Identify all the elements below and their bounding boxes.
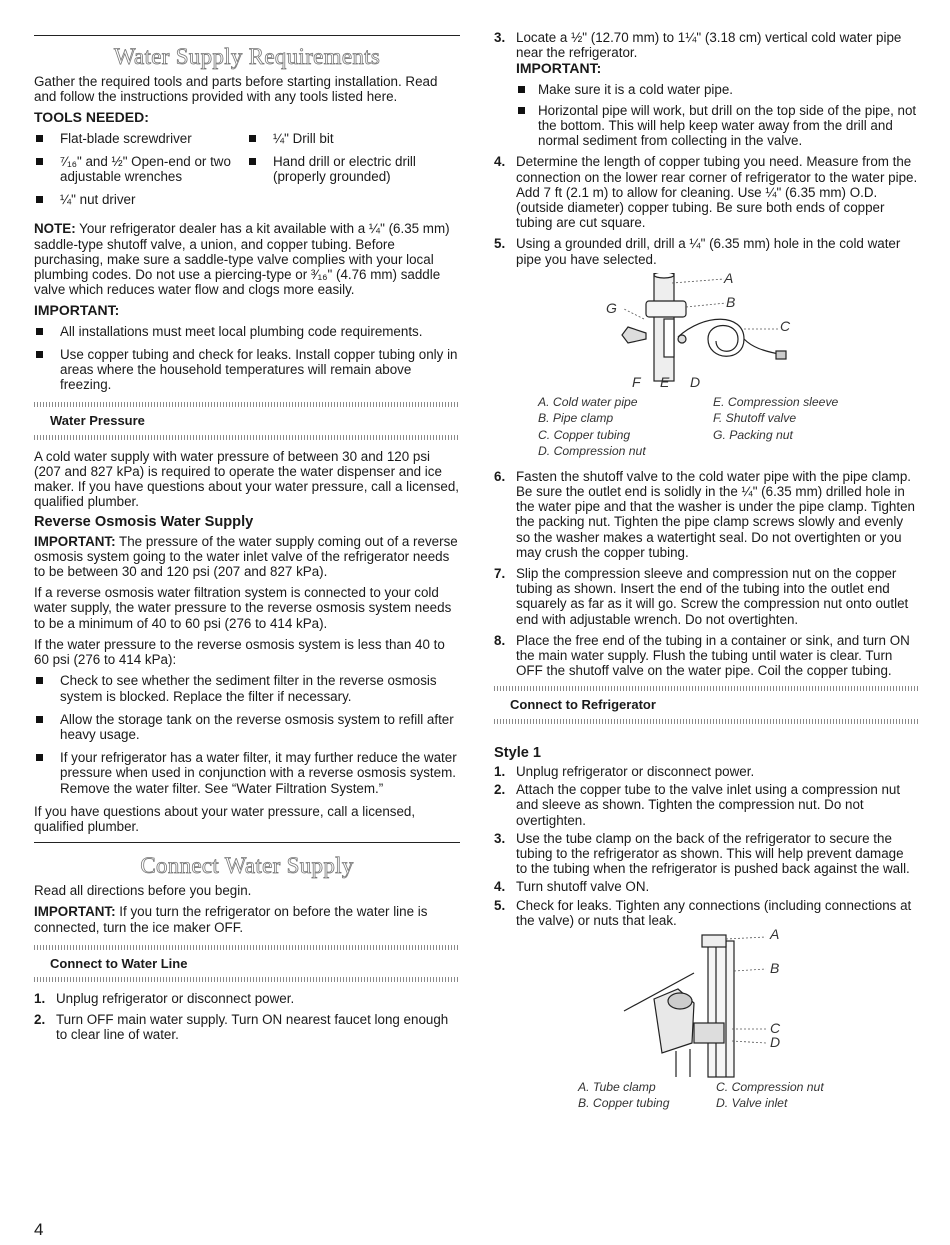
step-item (34, 991, 460, 1006)
fig2-label-d: D (770, 1033, 781, 1050)
list-item: Horizontal pipe will work, but drill on the top side of the pipe, not the bottom. This will help keep water away from the drill and normal sediment from collecting in the valve. (516, 103, 918, 149)
left-column (34, 30, 460, 1049)
caption: D. Valve inlet (716, 1096, 788, 1111)
ro-important (34, 534, 460, 580)
ro-closing: If you have questions about your water pressure, call a licensed, qualified plumber. (34, 803, 416, 834)
fig2-label-c: C (770, 1019, 781, 1036)
note-text: Your refrigerator dealer has a kit available with a ¼" (6.35 mm) saddle-type shutoff valve, a union, and copper tubing. Before purchasing, make sure a saddle-type valve complies with your local plumbing codes. Do not use a piercing-type or ³⁄₁₆" (4.76 mm) saddle valve which reduces water flow and clogs more easily. (34, 221, 450, 298)
hatch-divider (494, 719, 918, 724)
step-item (494, 30, 918, 148)
connect-fridge-subhead (494, 686, 918, 723)
top-rule (34, 35, 460, 36)
step-text: Slip the compression sleeve and compression nut on the copper tubing as shown. Insert the end of the tubing into the outlet end squarely as far as it will go. Screw the compression nut onto outlet end with adjustable wrench. Do not overtighten. (516, 566, 909, 627)
list-item: Flat-blade screwdriver (34, 131, 247, 146)
step-text: Check for leaks. Tighten any connections (including connections at the valve) or nuts that leak. (516, 897, 912, 928)
step-number: 3. (494, 830, 506, 846)
fig1-label-a: A (724, 269, 734, 286)
style1-steps (494, 764, 918, 928)
fig2-captions (578, 1079, 918, 1112)
list-item: All installations must meet local plumbing code requirements. (34, 324, 460, 339)
connect-water-supply-title: Connect Water Supply (140, 853, 354, 879)
ro-important-label: IMPORTANT: (34, 533, 116, 549)
hatch-divider (34, 435, 460, 440)
caption: A. Tube clamp (578, 1079, 656, 1094)
step-text: Determine the length of copper tubing you need. Measure from the connection on the lower rear corner of refrigerator to the water pipe. Add 7 ft (2.1 m) to allow for cleaning. Use ¼" (6.35 mm) O.D. (outside diameter) copper tubing. Be sure both ends of copper tubing are cut square. (516, 154, 918, 231)
fig1-label-e: E (660, 373, 670, 390)
steps-3 (494, 30, 918, 267)
step-text: Unplug refrigerator or disconnect power. (56, 990, 295, 1006)
ro-important-text: The pressure of the water supply coming out of a reverse osmosis system going to the water inlet valve of the refrigerator needs to be between 30 and 120 psi (207 and 827 kPa). (34, 533, 458, 580)
step3-important-heading: IMPORTANT: (516, 60, 602, 77)
step-number: 4. (494, 154, 506, 170)
fig1-label-b: B (726, 293, 736, 310)
step-text: Using a grounded drill, drill a ¼" (6.35 mm) hole in the cold water pipe you have selected. (516, 236, 901, 267)
fig1-label-g: G (606, 299, 617, 316)
water-pressure-subhead (34, 402, 460, 439)
step-number: 7. (494, 566, 506, 582)
connect-important (34, 904, 460, 934)
caption: B. Copper tubing (578, 1096, 670, 1111)
shutoff-valve-illustration (494, 269, 918, 391)
connect-fridge-heading: Connect to Refrigerator (510, 697, 656, 713)
connect-intro: Read all directions before you begin. (34, 883, 252, 899)
caption: C. Compression nut (716, 1079, 824, 1094)
tools-heading: TOOLS NEEDED: (34, 109, 149, 126)
valve-inlet-figure (494, 925, 918, 1079)
list-item: ¼" Drill bit (247, 131, 460, 146)
step-text: Turn shutoff valve ON. (516, 879, 650, 895)
fig1-label-f: F (632, 373, 641, 390)
caption: C. Copper tubing (538, 427, 631, 442)
step-number: 1. (494, 763, 506, 779)
important-heading: IMPORTANT: (34, 302, 120, 319)
caption: B. Pipe clamp (538, 411, 614, 426)
water-pressure-heading: Water Pressure (50, 413, 145, 429)
intro-text: Gather the required tools and parts before starting installation. Read and follow the instructions provided with any tools listed here. (34, 74, 438, 105)
steps-6-8 (494, 469, 918, 679)
step-number: 5. (494, 236, 506, 252)
list-item: Hand drill or electric drill (properly grounded) (247, 154, 460, 184)
tools-list (34, 131, 460, 222)
step-item (494, 782, 918, 828)
list-item: If your refrigerator has a water filter, it may further reduce the water pressure when used in conjunction with a reverse osmosis system. Remove the water filter. See “Water Filtration System.” (34, 750, 460, 796)
fig1-label-d: D (690, 373, 701, 390)
right-column (494, 30, 918, 1112)
list-item: ¼" nut driver (34, 192, 247, 207)
step-text: Unplug refrigerator or disconnect power. (516, 763, 755, 779)
water-line-subhead (34, 945, 460, 982)
step-number: 6. (494, 468, 506, 484)
step-item (494, 898, 918, 928)
note-paragraph (34, 221, 460, 297)
caption: G. Packing nut (713, 427, 793, 442)
list-item: ⁷⁄₁₆" and ½" Open-end or two adjustable wrenches (34, 154, 247, 184)
step-number: 1. (34, 990, 46, 1006)
hatch-divider (34, 977, 460, 982)
list-item: Use copper tubing and check for leaks. Install copper tubing only in areas where the household temperatures will remain above freezing. (34, 347, 460, 393)
page-number: 4 (34, 1220, 44, 1239)
step-number: 2. (494, 782, 506, 798)
step-number: 5. (494, 897, 506, 913)
ro-list (34, 673, 460, 795)
step-item (34, 1012, 460, 1042)
connect-important-label: IMPORTANT: (34, 904, 116, 920)
water-supply-title: Water Supply Requirements (113, 44, 381, 69)
list-item: Make sure it is a cold water pipe. (516, 82, 918, 97)
fig2-label-b: B (770, 959, 780, 976)
step-item (494, 469, 918, 560)
step-text: Place the free end of the tubing in a container or sink, and turn ON the main water supply. Flush the tubing until water is clear. Turn OFF the shutoff valve on the water pipe. Coil the copper tubing. (516, 632, 910, 679)
ro-heading: Reverse Osmosis Water Supply (34, 514, 254, 531)
connect-important-text: If you turn the refrigerator on before the water line is connected, turn the ice maker OFF. (34, 904, 428, 935)
step-item (494, 633, 918, 679)
step-text: Locate a ½" (12.70 mm) to 1¼" (3.18 cm) vertical cold water pipe near the refrigerator. (516, 30, 902, 61)
tools-col-1 (34, 131, 247, 216)
step-number: 8. (494, 632, 506, 648)
style1-heading: Style 1 (494, 744, 542, 761)
important-list (34, 324, 460, 393)
fig1-label-c: C (780, 317, 791, 334)
step-text: Attach the copper tube to the valve inlet using a compression nut and sleeve as shown. Tighten the compression nut. Do not overtighten. (516, 782, 901, 828)
step-item (494, 236, 918, 266)
step-text: Fasten the shutoff valve to the cold water pipe with the pipe clamp. Be sure the outlet end is solidly in the ¼" (6.35 mm) drilled hole in the water pipe and that the washer is under the pipe clamp. Tighten the packing nut. Tighten the pipe clamp screws slowly and evenly so the washer makes a watertight seal. Do not overtighten or you may crush the copper tubing. (516, 468, 915, 560)
list-item: Check to see whether the sediment filter in the reverse osmosis system is blocked. Replace the filter if necessary. (34, 673, 460, 703)
caption (713, 443, 888, 460)
tools-col-2 (247, 131, 460, 216)
fig1-captions (538, 394, 918, 460)
step-text: Use the tube clamp on the back of the refrigerator to secure the tubing to the refrigerator as shown. This will help prevent damage to the tubing when the refrigerator is pushed back against the wall. (516, 830, 910, 877)
ro-para-3: If the water pressure to the reverse osmosis system is less than 40 to 60 psi (276 to 414 kPa): (34, 636, 445, 668)
water-line-steps (34, 991, 460, 1043)
water-line-heading: Connect to Water Line (50, 955, 188, 971)
fig2-label-a: A (770, 925, 780, 942)
step3-important-list (516, 82, 918, 149)
valve-inlet-illustration (494, 931, 918, 1079)
step-item (494, 566, 918, 627)
step-item (494, 154, 918, 230)
caption: F. Shutoff valve (713, 411, 797, 426)
step-item (494, 879, 918, 894)
step-item (494, 764, 918, 779)
caption: D. Compression nut (538, 444, 646, 459)
step-number: 2. (34, 1012, 46, 1028)
ro-para-2: If a reverse osmosis water filtration system is connected to your cold water supply, the water pressure to the reverse osmosis system needs to be a minimum of 40 to 60 psi (276 to 414 kPa). (34, 585, 452, 631)
caption: A. Cold water pipe (538, 394, 638, 409)
caption: E. Compression sleeve (713, 394, 839, 409)
step-number: 3. (494, 30, 506, 45)
section-rule (34, 842, 460, 843)
step-text: Turn OFF main water supply. Turn ON nearest faucet long enough to clear line of water. (56, 1012, 449, 1043)
note-label: NOTE: (34, 221, 76, 237)
list-item: Allow the storage tank on the reverse osmosis system to refill after heavy usage. (34, 712, 460, 742)
step-number: 4. (494, 879, 506, 895)
step-item (494, 831, 918, 877)
water-pressure-text: A cold water supply with water pressure of between 30 and 120 psi (207 and 827 kPa) is required to operate the water dispenser and ice maker. If you have questions about your water pressure, call a licensed, qualified plumber. (34, 448, 460, 510)
shutoff-valve-figure (494, 269, 918, 391)
